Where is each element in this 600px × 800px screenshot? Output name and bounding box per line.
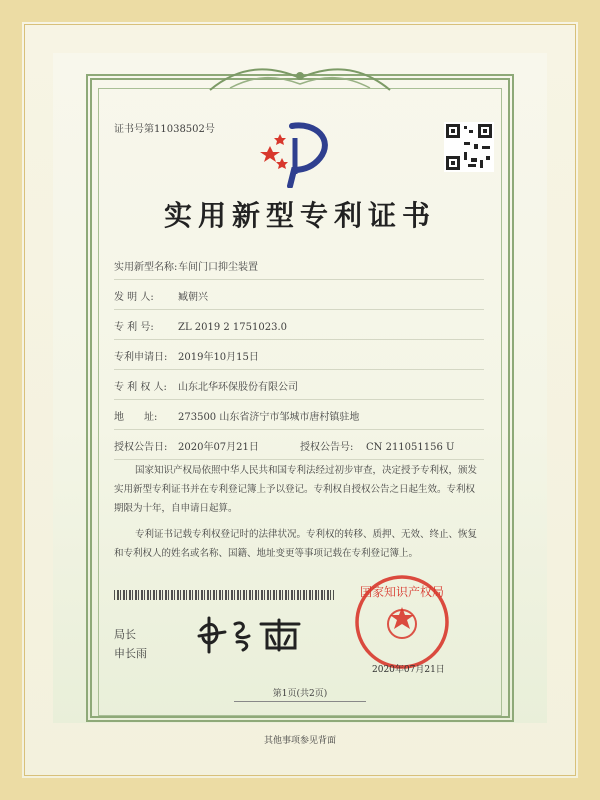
field-rule [114,429,484,430]
page-number: 第1页(共2页) [272,689,328,699]
certificate-title: 实用新型专利证书 [163,199,436,232]
address-value: 273500 山东省济宁市邹城市唐村镇驻地 [178,412,360,423]
grant-paragraph: 国家知识产权局依照中华人民共和国专利法经过初步审查，决定授予专利权，颁发实用新型专利证书并在专利登记簿上予以登记。专利权自授权公告之日起生效。专利权期限为十年，自申请日起算。 [114,465,478,514]
handwritten-signature [195,614,315,656]
field-rule [114,369,484,370]
field-rule [114,399,484,400]
announce-date-value: 2020年07月21日 [178,442,259,453]
signatory-name: 申长雨 [114,647,147,660]
signatory-title: 局长 [114,628,136,641]
announce-number-label: 授权公告号: [300,442,354,453]
field-rule [114,309,484,310]
patentee-value: 山东北华环保股份有限公司 [178,382,298,393]
patent-number-label: 专 利 号: [114,322,154,333]
utility-name-label: 实用新型名称: [114,262,178,273]
announce-date-label: 授权公告日: [114,442,168,453]
ornament-flourish [200,60,400,100]
seal-text: 国家知识产权局 [359,585,445,599]
field-rule [114,459,484,460]
address-label: 地 址: [114,412,158,423]
patent-number-value: ZL 2019 2 1751023.0 [178,322,288,333]
footer-rule [234,701,366,702]
certificate-number: 证书号第11038502号 [114,124,215,135]
filing-date-value: 2019年10月15日 [178,352,259,363]
inventor-value: 臧朝兴 [178,292,208,303]
announce-number-value: CN 211051156 U [366,442,455,453]
utility-name-value: 车间门口抑尘装置 [178,262,258,273]
seal-date: 2020年07月21日 [372,665,445,675]
patentee-label: 专 利 权 人: [114,382,167,393]
field-rule [114,339,484,340]
field-rule [114,279,484,280]
registration-paragraph: 专利证书记载专利权登记时的法律状况。专利权的转移、质押、无效、终止、恢复和专利权人的姓名或名称、国籍、地址变更等事项记载在专利登记簿上。 [114,529,478,559]
qr-code [444,122,494,172]
footer-note: 其他事项参见背面 [263,736,336,746]
official-seal [354,574,450,670]
cnipa-logo [260,118,340,188]
inventor-label: 发 明 人: [114,292,154,303]
filing-date-label: 专利申请日: [114,352,168,363]
barcode [114,590,334,600]
